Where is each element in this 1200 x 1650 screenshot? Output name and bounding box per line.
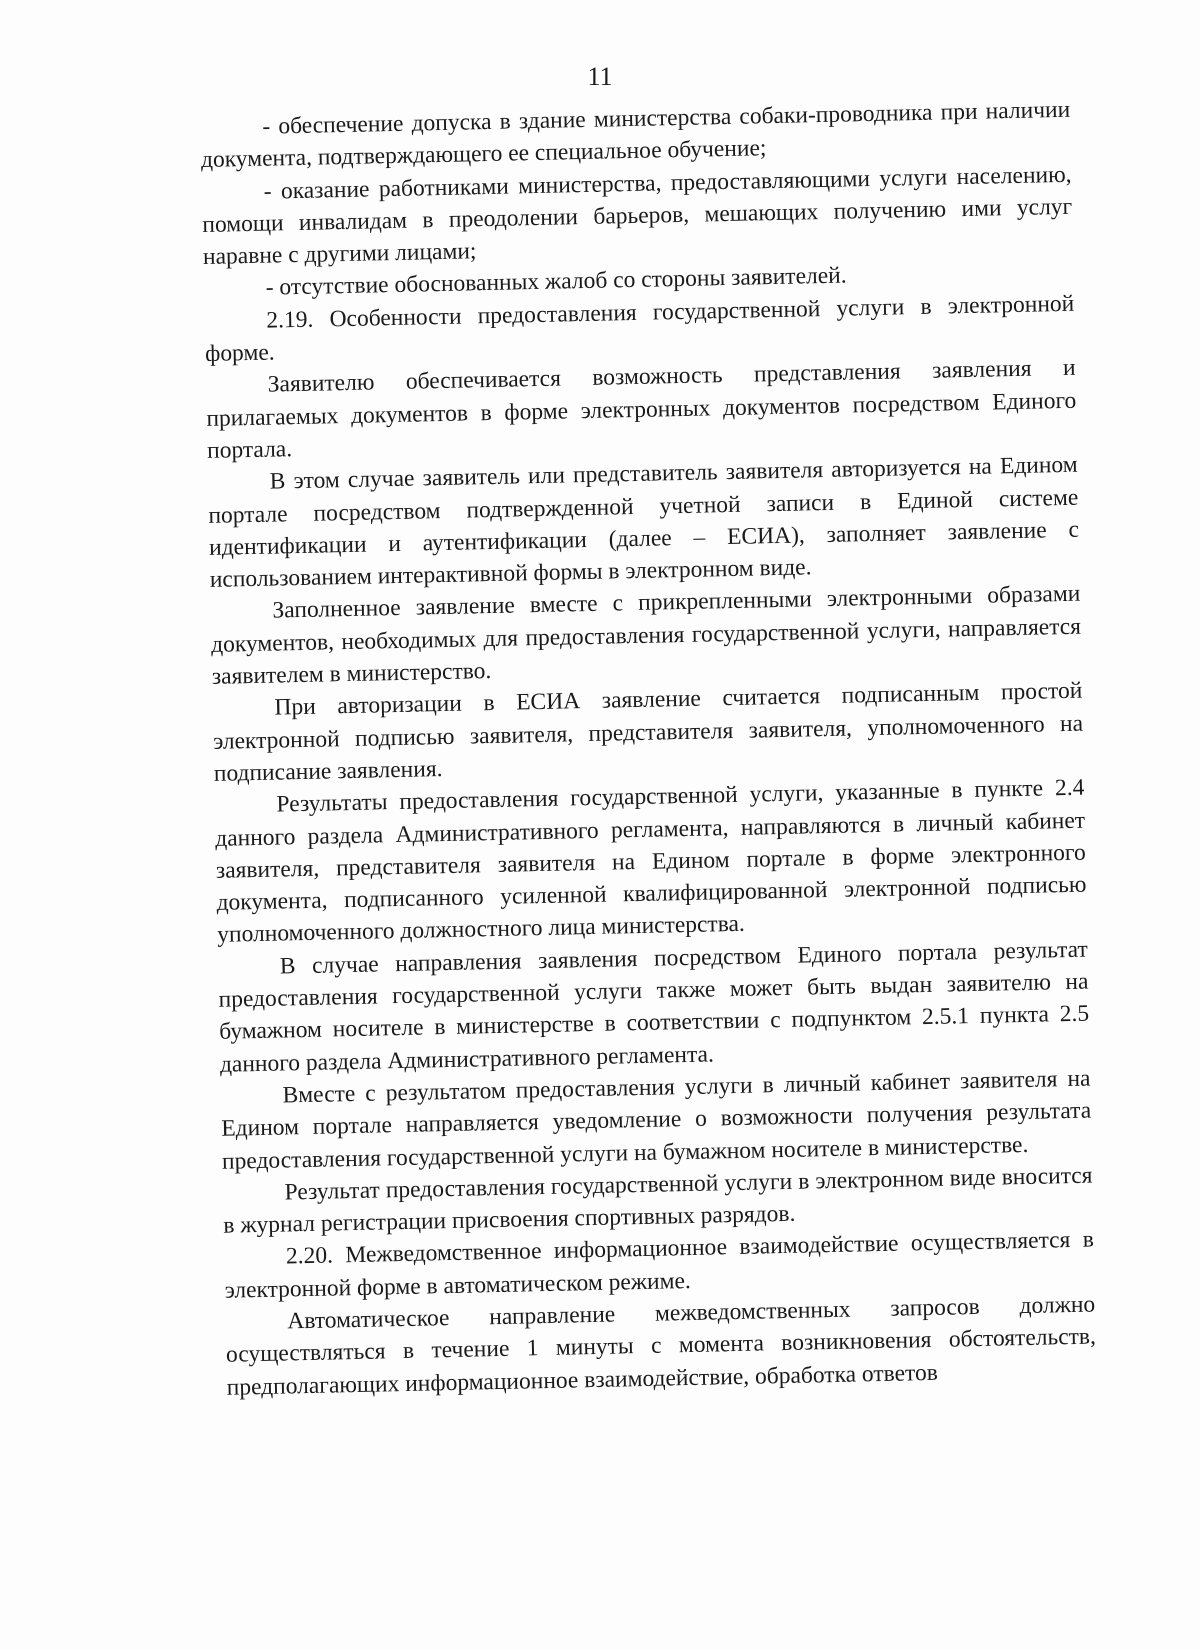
- paragraph: Автоматическое направление межведомственных запросов должно осуществляться в течение 1 минуты с момента возникновения обстоятельств, предполагающих информационное взаимодействие, обработка ответов: [225, 1291, 1097, 1401]
- section-heading-2-20: 2.20. Межведомственное информационное взаимодействие осуществляется в электронной форме в автоматическом режиме.: [224, 1226, 1095, 1304]
- paragraph: При авторизации в ЕСИА заявление считается подписанным простой электронной подписью заявителя, представителя заявителя, уполномоченного на подписание заявления.: [212, 677, 1084, 787]
- paragraph: Результаты предоставления государственной услуги, указанные в пункте 2.4 данного раздела Административного регламента, направляются в личный кабинет заявителя, представителя заявителя на Едином портале в форме электронного документа, подписанного усиленной квалифицированной электронной подписью уполномоченного должностного лица министерства.: [214, 774, 1087, 949]
- paragraph: Заполненное заявление вместе с прикрепленными электронными образами документов, необходимых для предоставления государственной услуги, направляется заявителем в министерство.: [210, 581, 1082, 690]
- paragraph: В случае направления заявления посредством Единого портала результат предоставления государственной услуги также может быть выдан заявителю на бумажном носителе в министерстве в соответствии с подпунктом 2.5.1 пункта 2.5 данного раздела Административного регламента.: [218, 936, 1090, 1078]
- paragraph: Вместе с результатом предоставления услуги в личный кабинет заявителя на Едином портале направляется уведомление о возможности получения результата предоставления государственной услуги на бумажном носителе в министерстве.: [221, 1065, 1092, 1175]
- section-heading-2-19: 2.19. Особенности предоставления государственной услуги в электронной форме.: [204, 290, 1075, 368]
- paragraph: Заявителю обеспечивается возможность представления заявления и прилагаемых документов в форме электронных документов посредством Единого портала.: [206, 355, 1077, 464]
- paragraph: В этом случае заявитель или представитель заявителя авторизуется на Едином портале посредством подтвержденной учетной записи в Единой системе идентификации и аутентификации (далее – ЕСИА), заполняет заявление с использованием интерактивной формы в электронном виде.: [208, 451, 1080, 594]
- paragraph: - отсутствие обоснованных жалоб со стороны заявителей.: [265, 262, 847, 302]
- body-text: [200, 94, 1097, 1404]
- paragraph: - оказание работниками министерства, предоставляющими услуги населению, помощи инвалидам в преодолении барьеров, мешающих получению ими услуг наравне с другими лицами;: [202, 161, 1073, 271]
- page-number: 11: [587, 62, 613, 91]
- paragraph: Результат предоставления государственной услуги в электронном виде вносится в журнал регистрации присвоения спортивных разрядов.: [223, 1162, 1093, 1239]
- paragraph: - обеспечение допуска в здание министерства собаки-проводника при наличии документа, подтверждающего ее специальное обучение;: [200, 96, 1071, 174]
